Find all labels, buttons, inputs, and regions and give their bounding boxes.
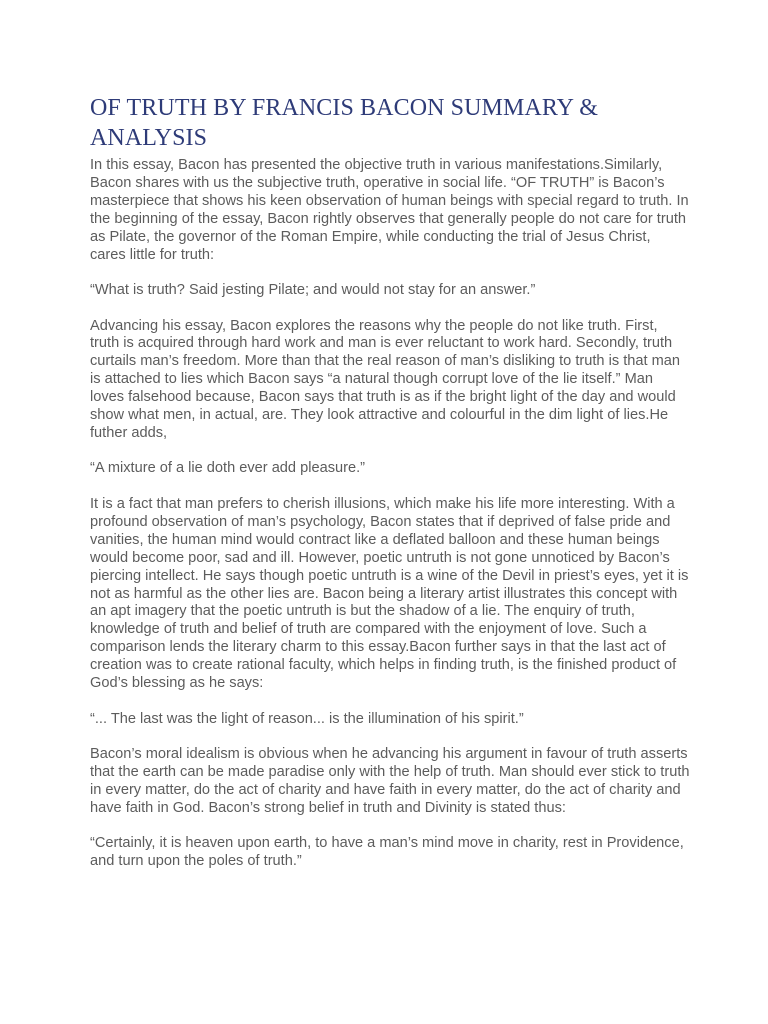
document-page xyxy=(90,93,690,889)
quote-heaven-upon-earth: “Certainly, it is heaven upon earth, to have a man’s mind move in charity, rest in Providence, and turn upon the poles of truth.” xyxy=(90,835,684,870)
paragraph-illusions: It is a fact that man prefers to cherish illusions, which make his life more interesting. With a profound observation of man’s psychology, Bacon states that if deprived of false pride and vanities, the human mind would contract like a deflated balloon and these human beings would become poor, sad and ill. However, poetic untruth is not gone unnoticed by Bacon’s piercing intellect. He says though poetic untruth is a wine of the Devil in priest’s eyes, yet it is not as harmful as the other lies are. Bacon being a literary artist illustrates this concept with an apt imagery that the poetic untruth is but the shadow of a lie. The enquiry of truth, knowledge of truth and belief of truth are compared with the enjoyment of love. Such a comparison lends the literary charm to this essay.Bacon further says in that the last act of creation was to create rational faculty, which helps in finding truth, is the finished product of God’s blessing as he says: xyxy=(90,495,689,692)
paragraph-reasons: Advancing his essay, Bacon explores the reasons why the people do not like truth. First, truth is acquired through hard work and man is ever reluctant to work hard. Secondly, truth curtails man’s freedom. More than that the real reason of man’s disliking to truth is that man is attached to lies which Bacon says “a natural though corrupt love of the lie itself.” Man loves falsehood because, Bacon says that truth is as if the bright light of the day and would show what men, in actual, are. They look attractive and colourful in the dim light of lies.He futher adds, xyxy=(90,317,680,441)
quote-light-of-reason: “... The last was the light of reason... is the illumination of his spirit.” xyxy=(90,710,524,727)
document-title: OF TRUTH BY FRANCIS BACON SUMMARY & ANALYSIS xyxy=(90,95,599,151)
quote-pilate: “What is truth? Said jesting Pilate; and would not stay for an answer.” xyxy=(90,282,536,299)
paragraph-moral-idealism: Bacon’s moral idealism is obvious when he advancing his argument in favour of truth asserts that the earth can be made paradise only with the help of truth. Man should ever stick to truth in every matter, do the act of charity and have faith in every matter, do the act of charity and have faith in God. Bacon’s strong belief in truth and Divinity is stated thus: xyxy=(90,746,690,816)
quote-mixture-lie: “A mixture of a lie doth ever add pleasure.” xyxy=(90,460,365,477)
paragraph-intro: In this essay, Bacon has presented the objective truth in various manifestations.Similarly, Bacon shares with us the subjective truth, operative in social life. “OF TRUTH” is Bacon’s masterpiece that shows his keen observation of human beings with special regard to truth. In the beginning of the essay, Bacon rightly observes that generally people do not care for truth as Pilate, the governor of the Roman Empire, while conducting the trial of Jesus Christ, cares little for truth: xyxy=(90,157,689,263)
